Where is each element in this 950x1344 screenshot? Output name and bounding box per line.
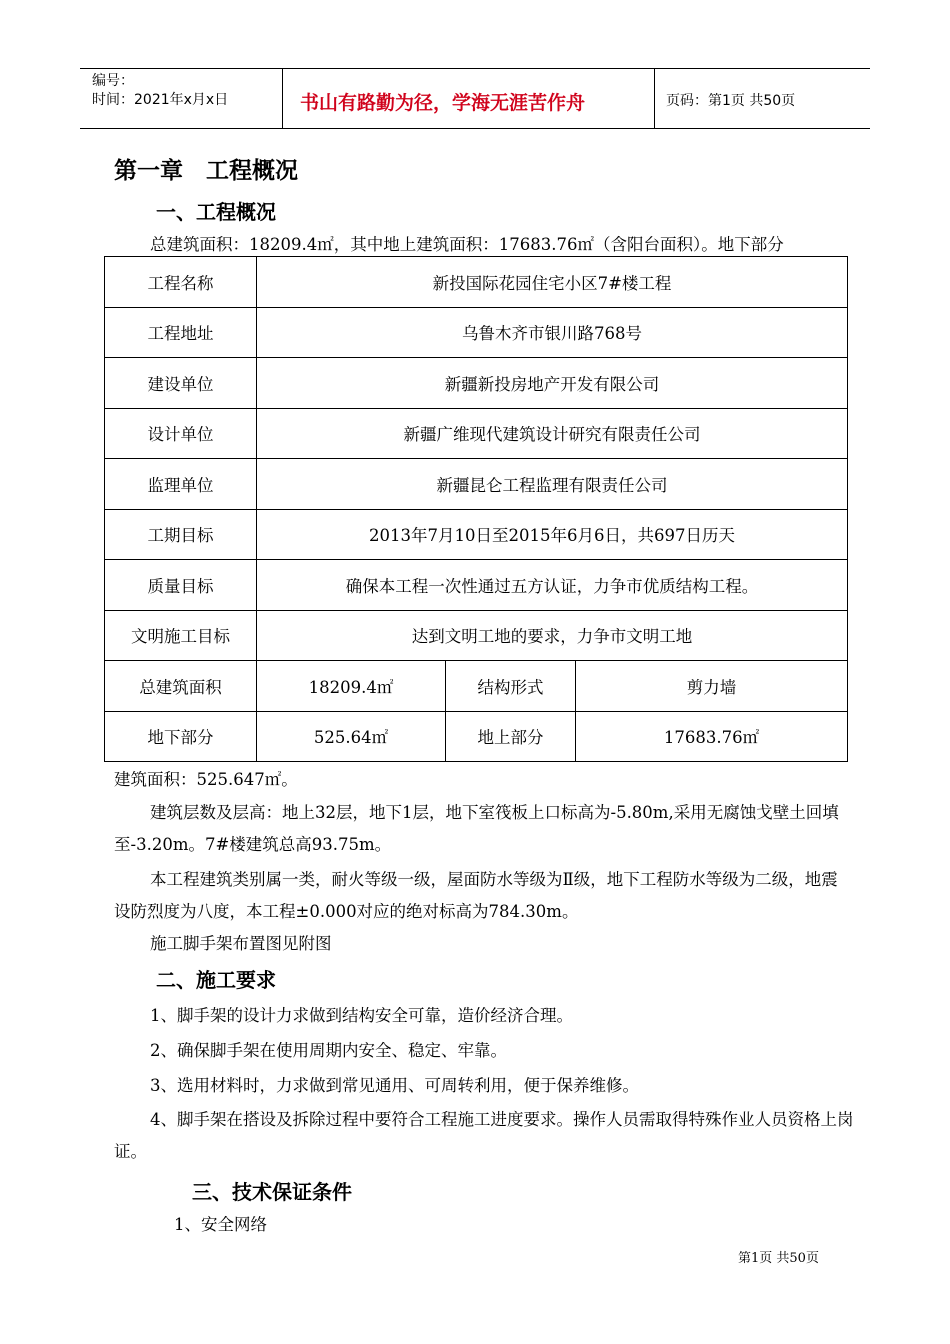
table-label-cell: 结构形式 bbox=[446, 661, 576, 712]
table-label-cell: 监理单位 bbox=[105, 459, 257, 510]
header-divider-left bbox=[282, 68, 283, 129]
table-row-area bbox=[105, 661, 848, 712]
footer-page-number: 第1页 共50页 bbox=[738, 1251, 819, 1266]
table-value-cell: 新疆新投房地产开发有限公司 bbox=[257, 358, 848, 409]
table-value-cell: 新疆昆仑工程监理有限责任公司 bbox=[257, 459, 848, 510]
section2-item: 2、确保脚手架在使用周期内安全、稳定、牢靠。 bbox=[150, 1041, 507, 1060]
table-row-parts bbox=[105, 711, 848, 762]
table-value-cell: 剪力墙 bbox=[576, 661, 848, 712]
table-label-cell: 地上部分 bbox=[446, 711, 576, 762]
section3-title-num: 三、 bbox=[192, 1180, 232, 1204]
table-row bbox=[105, 560, 848, 611]
table-value-cell: 确保本工程一次性通过五方认证，力争市优质结构工程。 bbox=[257, 560, 848, 611]
table-row bbox=[105, 358, 848, 409]
table-value-cell: 达到文明工地的要求，力争市文明工地 bbox=[257, 610, 848, 661]
chapter-title: 第一章 工程概况 bbox=[114, 158, 298, 184]
table-value-cell: 18209.4㎡ bbox=[257, 661, 446, 712]
section1-title-num: 一、 bbox=[156, 200, 196, 224]
header-divider-right bbox=[654, 68, 655, 129]
header-time-label: 时间：2021年x月x日 bbox=[92, 92, 229, 108]
section3-title bbox=[192, 1176, 352, 1205]
project-info-table bbox=[104, 256, 848, 762]
table-value-cell: 17683.76㎡ bbox=[576, 711, 848, 762]
section2-title-text: 施工要求 bbox=[196, 968, 276, 992]
header-top-rule bbox=[80, 68, 870, 69]
table-row bbox=[105, 408, 848, 459]
table-label-cell: 建设单位 bbox=[105, 358, 257, 409]
table-row bbox=[105, 610, 848, 661]
section1-paragraph: 建筑层数及层高：地上32层，地下1层，地下室筏板上口标高为-5.80m,采用无腐蚀戈壁土回填至-3.20m。7#楼建筑总高93.75m。 bbox=[114, 803, 839, 854]
table-label-cell: 工期目标 bbox=[105, 509, 257, 560]
table-label-cell: 总建筑面积 bbox=[105, 661, 257, 712]
header-motto: 书山有路勤为径，学海无涯苦作舟 bbox=[300, 92, 586, 114]
section1-continued: 建筑面积：525.647㎡。 bbox=[114, 770, 298, 789]
header-page-label: 页码：第1页 共50页 bbox=[666, 93, 796, 109]
table-row bbox=[105, 307, 848, 358]
section1-paragraph: 施工脚手架布置图见附图 bbox=[150, 934, 332, 953]
table-label-cell: 工程地址 bbox=[105, 307, 257, 358]
section2-item: 1、脚手架的设计力求做到结构安全可靠，造价经济合理。 bbox=[150, 1006, 573, 1025]
table-value-cell: 新投国际花园住宅小区7#楼工程 bbox=[257, 257, 848, 308]
section3-item: 1、安全网络 bbox=[174, 1215, 267, 1234]
table-value-cell: 2013年7月10日至2015年6月6日，共697日历天 bbox=[257, 509, 848, 560]
header-number-label: 编号： bbox=[92, 73, 134, 89]
table-row bbox=[105, 257, 848, 308]
section2-title bbox=[156, 964, 276, 993]
table-value-cell: 乌鲁木齐市银川路768号 bbox=[257, 307, 848, 358]
header-bottom-rule bbox=[80, 128, 870, 129]
section3-title-text: 技术保证条件 bbox=[232, 1180, 352, 1204]
section2-item: 3、选用材料时，力求做到常见通用、可周转利用，便于保养维修。 bbox=[150, 1076, 639, 1095]
section1-intro: 总建筑面积：18209.4㎡，其中地上建筑面积：17683.76㎡（含阳台面积）。地下部分 bbox=[150, 235, 784, 254]
table-value-cell: 525.64㎡ bbox=[257, 711, 446, 762]
table-label-cell: 设计单位 bbox=[105, 408, 257, 459]
table-row bbox=[105, 509, 848, 560]
table-label-cell: 文明施工目标 bbox=[105, 610, 257, 661]
section2-item: 4、脚手架在搭设及拆除过程中要符合工程施工进度要求。操作人员需取得特殊作业人员资格上岗证。 bbox=[114, 1110, 854, 1161]
table-row bbox=[105, 459, 848, 510]
table-value-cell: 新疆广维现代建筑设计研究有限责任公司 bbox=[257, 408, 848, 459]
table-label-cell: 质量目标 bbox=[105, 560, 257, 611]
table-label-cell: 工程名称 bbox=[105, 257, 257, 308]
section1-title bbox=[156, 196, 276, 225]
section2-title-num: 二、 bbox=[156, 968, 196, 992]
section1-title-text: 工程概况 bbox=[196, 200, 276, 224]
section1-paragraph: 本工程建筑类别属一类，耐火等级一级，屋面防水等级为Ⅱ级，地下工程防水等级为二级，地震设防烈度为八度，本工程±0.000对应的绝对标高为784.30m。 bbox=[114, 870, 838, 921]
table-label-cell: 地下部分 bbox=[105, 711, 257, 762]
